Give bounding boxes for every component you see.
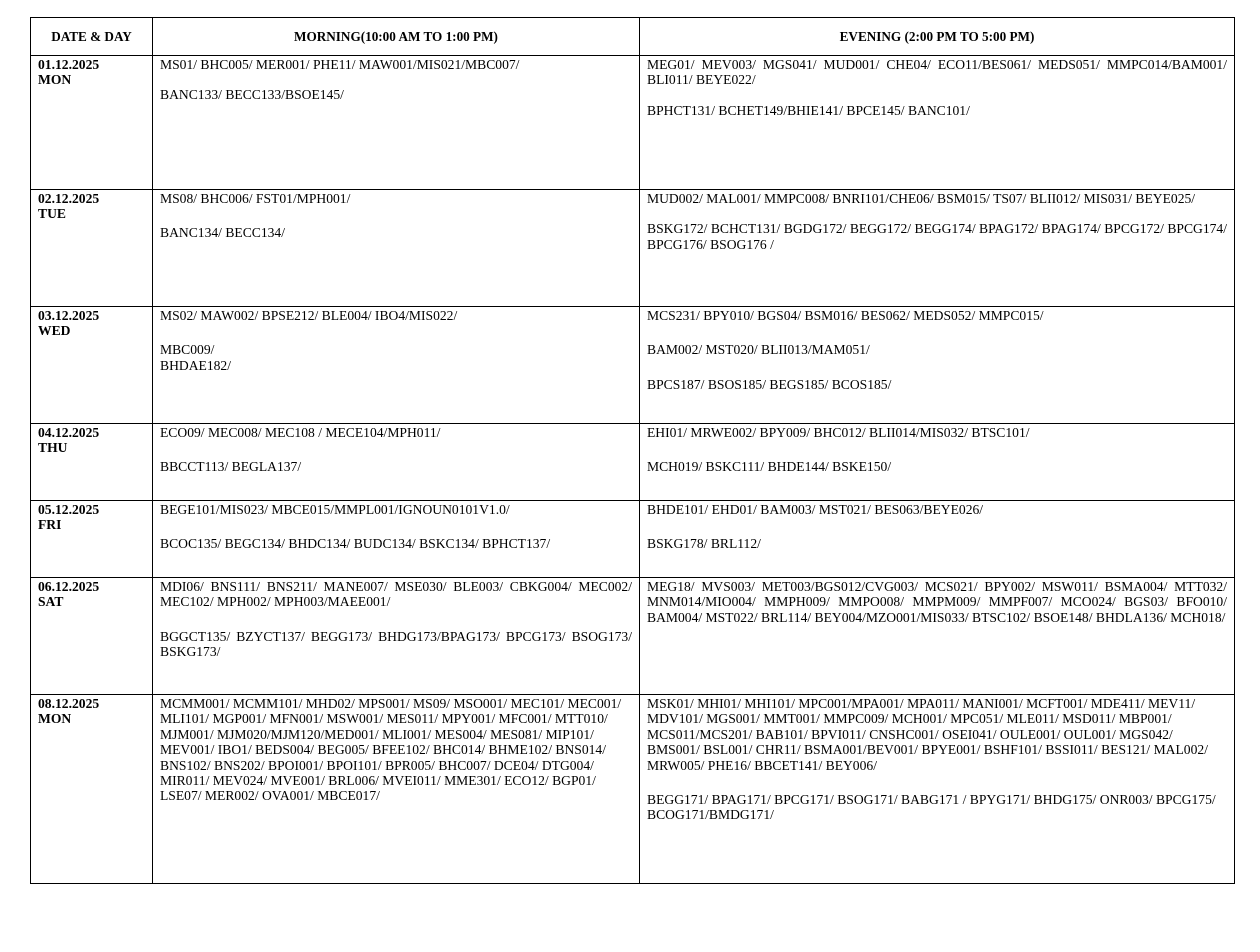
morning-courses <box>153 190 640 307</box>
course-codes: MEG01/ MEV003/ MGS041/ MUD001/ CHE04/ ECO11/BES061/ MEDS051/ MMPC014/BAM001/ BLI011/ BEYE022/ <box>647 57 1227 88</box>
evening-courses <box>640 501 1235 578</box>
date-cell <box>31 695 153 884</box>
day-text: THU <box>38 440 68 456</box>
course-codes: EHI01/ MRWE002/ BPY009/ BHC012/ BLII014/MIS032/ BTSC101/ <box>647 425 1030 440</box>
course-codes: MUD002/ MAL001/ MMPC008/ BNRI101/CHE06/ BSM015/ TS07/ BLII012/ MIS031/ BEYE025/ <box>647 191 1196 206</box>
morning-courses <box>153 307 640 424</box>
date-cell <box>31 190 153 307</box>
date-text: 05.12.2025 <box>38 502 100 517</box>
course-codes: MS02/ MAW002/ BPSE212/ BLE004/ IBO4/MIS022/ <box>160 308 458 323</box>
table-row <box>31 307 1235 424</box>
course-codes: MSK01/ MHI01/ MHI101/ MPC001/MPA001/ MPA011/ MANI001/ MCFT001/ MDE411/ MEV11/ MDV101/ MGS001/ MMT001/ MMPC009/ MCH001/ MPC051/ MLE011/ MSD011/ MBP001/ MCS011/MCS201/ BAB101/ BPVI011/ CNSHC001/ OSEI041/ OULE001/ OUL001/ MGS042/ BMS001/ BSL001/ CHR11/ BSMA001/BEV001/ BPYE001/ BSHF101/ BSSI011/ BES121/ MAL002/ MRW005/ PHE16/ BBCET141/ BEY006/ <box>647 696 1208 773</box>
date-cell <box>31 501 153 578</box>
course-codes: BSKG178/ BRL112/ <box>647 536 761 552</box>
course-codes: BANC134/ BECC134/ <box>160 225 286 241</box>
morning-courses <box>153 695 640 884</box>
table-row <box>31 695 1235 884</box>
evening-courses <box>640 424 1235 501</box>
course-codes: BGGCT135/ BZYCT137/ BEGG173/ BHDG173/BPAG173/ BPCG173/ BSOG173/ BSKG173/ <box>160 628 632 660</box>
morning-courses <box>153 578 640 695</box>
course-codes: BANC133/ BECC133/BSOE145/ <box>160 87 344 103</box>
course-codes: ECO09/ MEC008/ MEC108 / MECE104/MPH011/ <box>160 425 441 440</box>
course-codes: MS01/ BHC005/ MER001/ PHE11/ MAW001/MIS021/MBC007/ <box>160 57 520 72</box>
course-codes: MDI06/ BNS111/ BNS211/ MANE007/ MSE030/ BLE003/ CBKG004/ MEC002/ MEC102/ MPH002/ MPH003/MAEE001/ <box>160 579 632 610</box>
course-codes: BBCCT113/ BEGLA137/ <box>160 459 302 475</box>
course-codes: MCH019/ BSKC111/ BHDE144/ BSKE150/ <box>647 459 892 475</box>
table-row <box>31 501 1235 578</box>
day-text: MON <box>38 72 72 88</box>
course-codes: MEG18/ MVS003/ MET003/BGS012/CVG003/ MCS021/ BPY002/ MSW011/ BSMA004/ MTT032/ MNM014/MIO004/ MMPH009/ MMPO008/ MMPM009/ MMPF007/ MCO024/ BGS03/ BFO010/ BAM004/ MST022/ BRL114/ BEY004/MZO001/MIS033/ BTSC102/ BSOE148/ BHDLA136/ MCH018/ <box>647 579 1227 625</box>
course-codes: BPCS187/ BSOS185/ BEGS185/ BCOS185/ <box>647 376 892 392</box>
table-header-row <box>31 18 1235 56</box>
morning-courses <box>153 501 640 578</box>
header-date-day: DATE & DAY <box>31 18 153 56</box>
course-codes: BEGE101/MIS023/ MBCE015/MMPL001/IGNOUN0101V1.0/ <box>160 502 510 517</box>
date-text: 06.12.2025 <box>38 579 100 594</box>
table-row <box>31 578 1235 695</box>
course-codes: MS08/ BHC006/ FST01/MPH001/ <box>160 191 351 206</box>
date-cell <box>31 307 153 424</box>
evening-courses <box>640 56 1235 190</box>
header-morning: MORNING(10:00 AM TO 1:00 PM) <box>153 18 640 56</box>
exam-schedule-table <box>30 17 1235 884</box>
table-row <box>31 424 1235 501</box>
date-text: 01.12.2025 <box>38 57 100 72</box>
date-cell <box>31 578 153 695</box>
course-codes: BCOC135/ BEGC134/ BHDC134/ BUDC134/ BSKC134/ BPHCT137/ <box>160 536 551 552</box>
table-row <box>31 56 1235 190</box>
day-text: WED <box>38 323 71 339</box>
course-codes: MCMM001/ MCMM101/ MHD02/ MPS001/ MS09/ MSO001/ MEC101/ MEC001/ MLI101/ MGP001/ MFN001/ MSW001/ MES011/ MPY001/ MFC001/ MTT010/ MJM001/ MJM020/MJM120/MED001/ MLI001/ MES004/ MES081/ MIP101/ MEV001/ IBO1/ BEDS004/ BEG005/ BFEE102/ BHC014/ BHME102/ BNS014/ BNS102/ BNS202/ BPOI001/ BPOI101/ BPR005/ BHC007/ DCE04/ DTG004/ MIR011/ MEV024/ MVE001/ BRL006/ MVEI011/ MME301/ ECO12/ BGP01/ LSE07/ MER002/ OVA001/ MBCE017/ <box>160 696 622 804</box>
course-codes: BAM002/ MST020/ BLII013/MAM051/ <box>647 342 870 358</box>
day-text: MON <box>38 711 72 727</box>
course-codes: MBC009/ BHDAE182/ <box>160 342 231 373</box>
evening-courses <box>640 190 1235 307</box>
evening-courses <box>640 578 1235 695</box>
date-text: 03.12.2025 <box>38 308 100 323</box>
header-evening: EVENING (2:00 PM TO 5:00 PM) <box>640 18 1235 56</box>
morning-courses <box>153 424 640 501</box>
evening-courses <box>640 307 1235 424</box>
date-text: 08.12.2025 <box>38 696 100 711</box>
evening-courses <box>640 695 1235 884</box>
course-codes: MCS231/ BPY010/ BGS04/ BSM016/ BES062/ MEDS052/ MMPC015/ <box>647 308 1044 323</box>
date-cell <box>31 56 153 190</box>
day-text: TUE <box>38 206 66 222</box>
date-text: 02.12.2025 <box>38 191 100 206</box>
date-cell <box>31 424 153 501</box>
day-text: SAT <box>38 594 64 610</box>
course-codes: BPHCT131/ BCHET149/BHIE141/ BPCE145/ BANC101/ <box>647 102 970 118</box>
course-codes: BEGG171/ BPAG171/ BPCG171/ BSOG171/ BABG171 / BPYG171/ BHDG175/ ONR003/ BPCG175/ BCOG171/BMDG171/ <box>647 792 1216 823</box>
course-codes: BSKG172/ BCHCT131/ BGDG172/ BEGG172/ BEGG174/ BPAG172/ BPAG174/ BPCG172/ BPCG174/ BPCG176/ BSOG176 / <box>647 221 1227 252</box>
table-row <box>31 190 1235 307</box>
day-text: FRI <box>38 517 62 533</box>
course-codes: BHDE101/ EHD01/ BAM003/ MST021/ BES063/BEYE026/ <box>647 502 984 517</box>
morning-courses <box>153 56 640 190</box>
date-text: 04.12.2025 <box>38 425 100 440</box>
